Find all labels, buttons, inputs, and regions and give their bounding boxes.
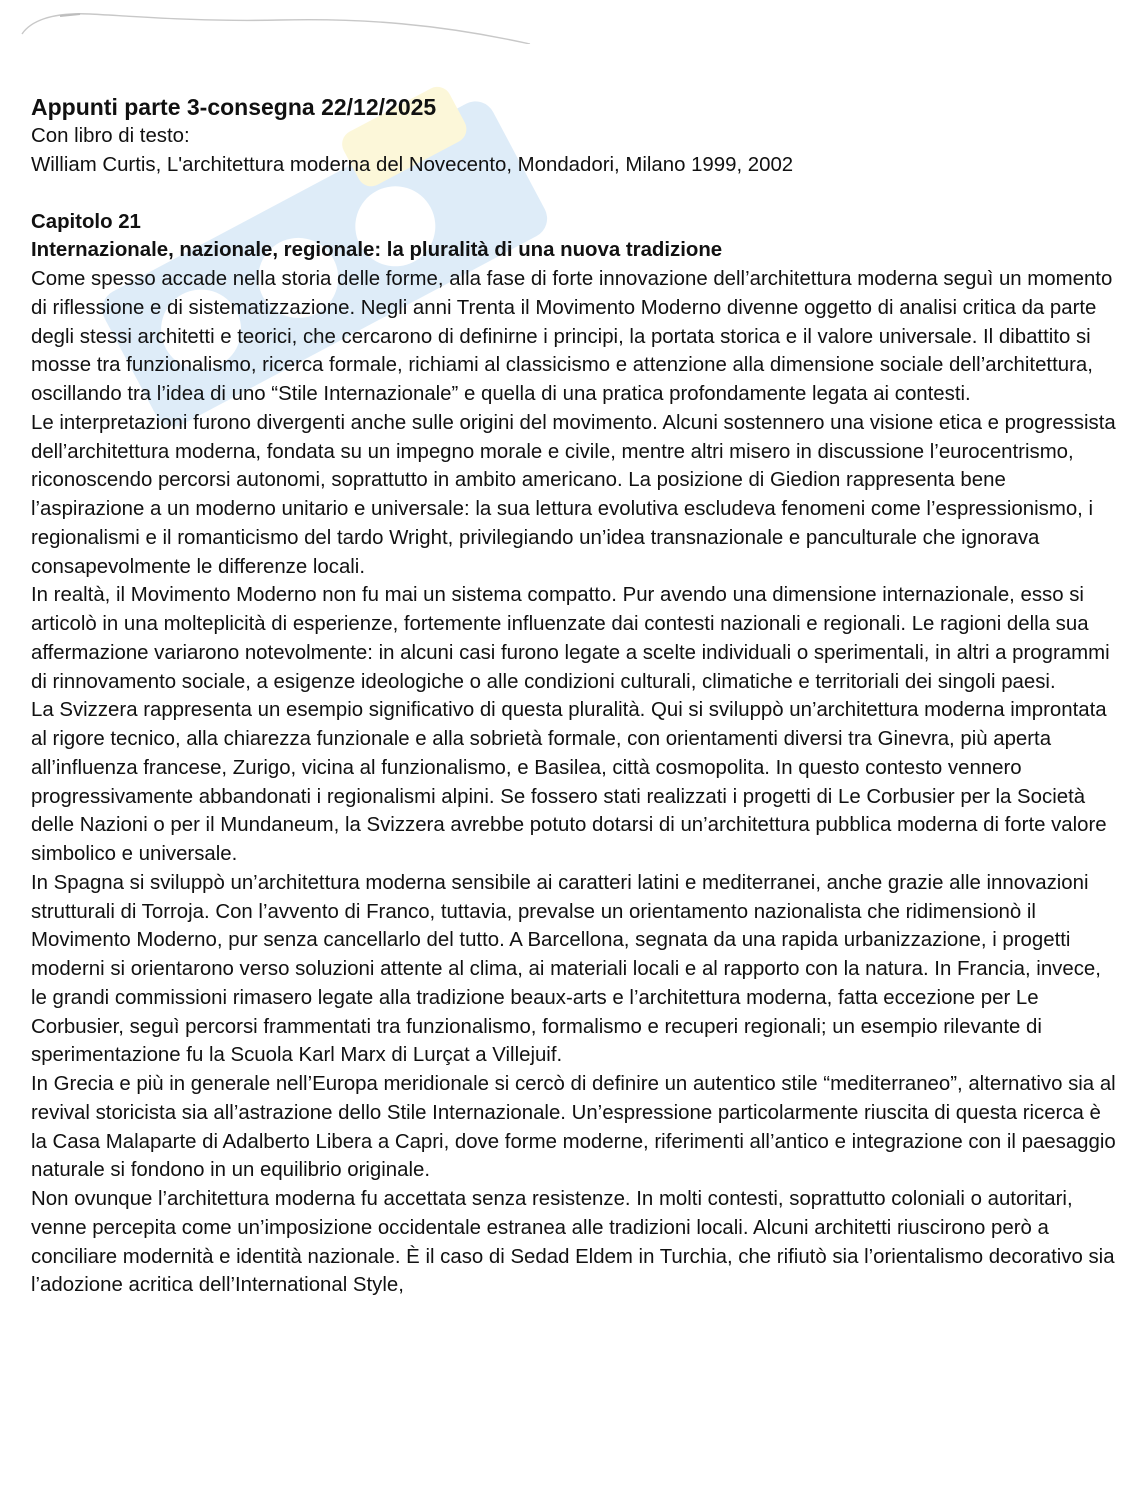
paragraph-3: In realtà, il Movimento Moderno non fu mai un sistema compatto. Pur avendo una dimensione internazionale, esso si articolò in una molteplicità di esperienze, fortemente influenzate dai contesti nazionali e regionali. Le ragioni della sua affermazione variarono notevolmente: in alcuni casi furono legate a scelte individuali o sperimentali, in altri a programmi di rinnovamento sociale, a esigenze ideologiche o alle condizioni culturali, climatiche e territoriali dei singoli paesi. bbox=[31, 584, 1110, 693]
chapter-label: Capitolo 21 bbox=[31, 210, 141, 233]
paragraph-7: Non ovunque l’architettura moderna fu accettata senza resistenze. In molti contesti, soprattutto coloniali o autoritari, venne percepita come un’imposizione occidentale estranea alle tradizioni locali. Alcuni architetti riuscirono però a conciliare modernità e identità nazionale. È il caso di Sedad Eldem in Turchia, che rifiutò sia l’orientalismo decorativo sia l’adozione acritica dell’International Style, bbox=[31, 1188, 1115, 1297]
document-page bbox=[31, 92, 1121, 1300]
textbook-reference: William Curtis, L'architettura moderna del Novecento, Mondadori, Milano 1999, 2002 bbox=[31, 153, 794, 176]
document-title: Appunti parte 3-consegna 22/12/2025 bbox=[31, 94, 437, 120]
textbook-label: Con libro di testo: bbox=[31, 125, 190, 147]
section-spacer bbox=[31, 180, 1121, 208]
paragraph-4: La Svizzera rappresenta un esempio significativo di questa pluralità. Qui si sviluppò un’architettura moderna improntata al rigore tecnico, alla chiarezza funzionale e alla sobrietà formale, con orientamenti diversi tra Ginevra, più aperta all’influenza francese, Zurigo, vicina al funzionalismo, e Basilea, città cosmopolita. In questo contesto vennero progressivamente abbandonati i regionalismi alpini. Se fossero stati realizzati i progetti di Le Corbusier per la Società delle Nazioni o per il Mundaneum, la Svizzera avrebbe potuto dotarsi di un’architettura pubblica moderna di forte valore simbolico e universale. bbox=[31, 699, 1107, 865]
paragraph-6: In Grecia e più in generale nell’Europa meridionale si cercò di definire un autentico stile “mediterraneo”, alternativo sia al revival storicista sia all’astrazione dello Stile Internazionale. Un’espressione particolarmente riuscita di questa ricerca è la Casa Malaparte di Adalberto Libera a Capri, dove forme moderne, riferimenti all’antico e integrazione con il paesaggio naturale si fondono in un equilibrio originale. bbox=[31, 1073, 1116, 1182]
chapter-title: Internazionale, nazionale, regionale: la pluralità di una nuova tradizione bbox=[31, 239, 723, 262]
paragraph-1: Come spesso accade nella storia delle forme, alla fase di forte innovazione dell’architettura moderna seguì un momento di riflessione e di sistematizzazione. Negli anni Trenta il Movimento Moderno divenne oggetto di analisi critica da parte degli stessi architetti e teorici, che cercarono di definirne i principi, la portata storica e il valore universale. Il dibattito si mosse tra funzionalismo, ricerca formale, richiami al classicismo e attenzione alla dimensione sociale dell’architettura, oscillando tra l’idea di uno “Stile Internazionale” e quella di una pratica profondamente legata ai contesti. bbox=[31, 268, 1113, 405]
paragraph-2: Le interpretazioni furono divergenti anche sulle origini del movimento. Alcuni sostennero una visione etica e progressista dell’architettura moderna, fondata su un impegno morale e civile, mentre altri misero in discussione l’eurocentrismo, riconoscendo percorsi autonomi, soprattutto in ambito americano. La posizione di Giedion rappresenta bene l’aspirazione a un moderno unitario e universale: la sua lettura evolutiva escludeva fenomeni come l’espressionismo, i regionalismi e il romanticismo del tardo Wright, privilegiando un’idea transnazionale e panculturale che ignorava consapevolmente le differenze locali. bbox=[31, 411, 1116, 578]
scan-artifact bbox=[20, 4, 540, 44]
paragraph-5: In Spagna si sviluppò un’architettura moderna sensibile ai caratteri latini e mediterranei, anche grazie alle innovazioni strutturali di Torroja. Con l’avvento di Franco, tuttavia, prevalse un orientamento nazionalista che ridimensionò il Movimento Moderno, pur senza cancellarlo del tutto. A Barcellona, segnata da una rapida urbanizzazione, i progetti moderni si orientarono verso soluzioni attente al clima, ai materiali locali e al rapporto con la natura. In Francia, invece, le grandi commissioni rimasero legate alla tradizione beaux-arts e l’architettura moderna, fatta eccezione per Le Corbusier, seguì percorsi frammentati tra funzionalismo, formalismo e recuperi regionali; un esempio rilevante di sperimentazione fu la Scuola Karl Marx di Lurçat a Villejuif. bbox=[31, 871, 1101, 1067]
